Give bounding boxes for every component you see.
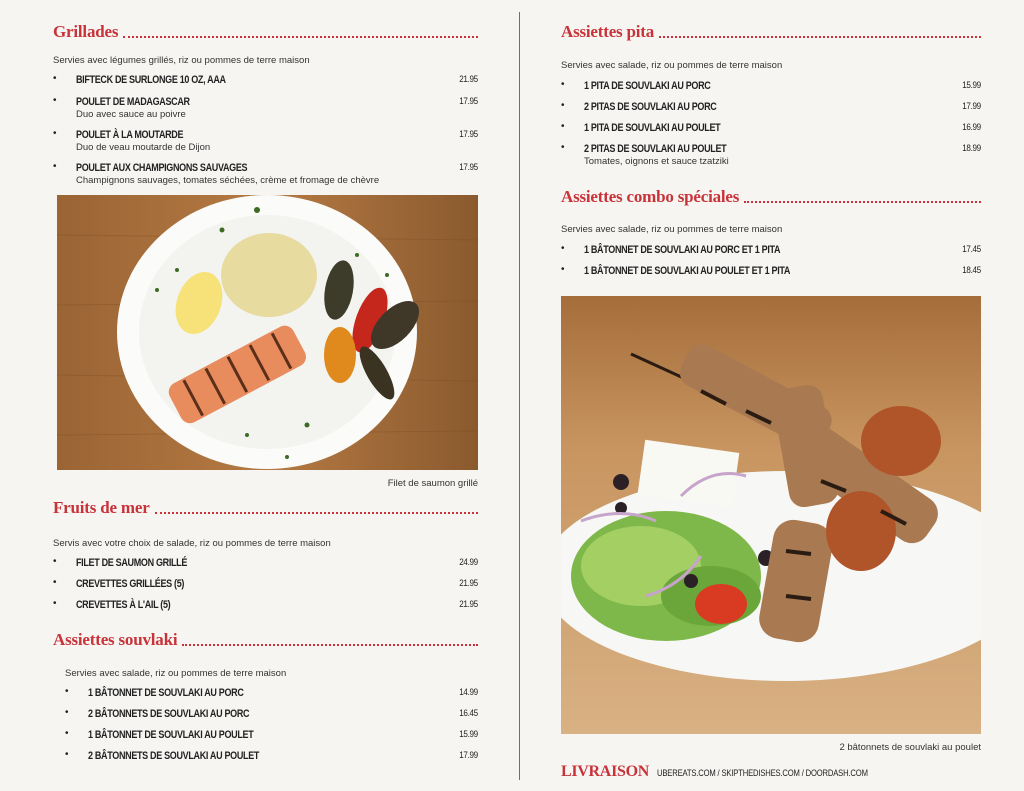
section-title: Assiettes pita	[561, 22, 655, 41]
grillades-note: Servies avec légumes grillés, riz ou pommes de terre maison	[53, 55, 310, 66]
fruits-de-mer-note: Servis avec votre choix de salade, riz ou pommes de terre maison	[53, 538, 331, 549]
section-title: Grillades	[53, 22, 119, 41]
left-column: Grillades Servies avec légumes grillés, riz ou pommes de terre maison • BIFTECK DE SURLONGE 10 OZ, AAA 21.95 • POULET DE MADAGASCAR 17.95 Duo avec sauce au poivre • POULET À LA MOUTARDE 17.95 Duo de veau moutarde de Dijon • POULET AUX CHAMPIGNONS SAUVAGES 17.95 Champignons sauvages, tomates séchées, crème et fromage de chèvre Filet de saumon grillé Fruits de mer Servis avec votre choix de salade, riz ou pommes de terre maison • FILET DE SAUMON GRILLÉ 24.99 • CREVETTES GRILLÉES (5) 21.95 • CREVETTES À L'AIL (5) 21.95 Assiettes souvlaki Servies avec salade, riz ou pommes de terre maison • 1 BÂTONNET DE SOUVLAKI AU PORC 14.99 • 2 BÂTONNETS DE SOUVLAKI AU PORC 16.45 • 1 BÂTONNET DE SOUVLAKI AU POULET 15.99 • 2 BÂTONNETS DE SOUVLAKI AU POULET 17.99	[53, 22, 478, 762]
delivery-label: LIVRAISON	[561, 763, 649, 780]
column-divider	[519, 12, 520, 780]
salmon-photo	[57, 195, 478, 470]
right-column: Assiettes pita Servies avec salade, riz ou pommes de terre maison • 1 PITA DE SOUVLAKI AU PORC 15.99 • 2 PITAS DE SOUVLAKI AU PORC 17.99 • 1 PITA DE SOUVLAKI AU POULET 16.99 • 2 PITAS DE SOUVLAKI AU POULET 18.99 Tomates, oignons et sauce tzatziki Assiettes combo spéciales Servies avec salade, riz ou pommes de terre maison • 1 BÂTONNET DE SOUVLAKI AU PORC ET 1 PITA 17.45 • 1 BÂTONNET DE SOUVLAKI AU POULET ET 1 PITA 18.45 2 bâtonnets de souvlaki au poulet	[561, 0, 981, 791]
souvlaki-photo	[561, 296, 981, 734]
combo-note: Servies avec salade, riz ou pommes de terre maison	[561, 224, 783, 235]
grillades-title	[53, 22, 478, 42]
souvlaki-title	[53, 630, 478, 650]
pita-note: Servies avec salade, riz ou pommes de terre maison	[561, 60, 783, 71]
souvlaki-caption: 2 bâtonnets de souvlaki au poulet	[839, 742, 981, 753]
section-title: Assiettes souvlaki	[53, 630, 178, 649]
combo-title	[561, 187, 981, 207]
salmon-caption: Filet de saumon grillé	[387, 478, 478, 489]
fruits-de-mer-title	[53, 498, 478, 518]
delivery-footer	[561, 763, 905, 781]
souvlaki-note: Servies avec salade, riz ou pommes de terre maison	[65, 668, 287, 679]
pita-title	[561, 22, 981, 42]
section-title: Assiettes combo spéciales	[561, 187, 740, 206]
section-title: Fruits de mer	[53, 498, 150, 517]
delivery-links: UBEREATS.COM / SKIPTHEDISHES.COM / DOORDASH.COM	[657, 768, 868, 778]
